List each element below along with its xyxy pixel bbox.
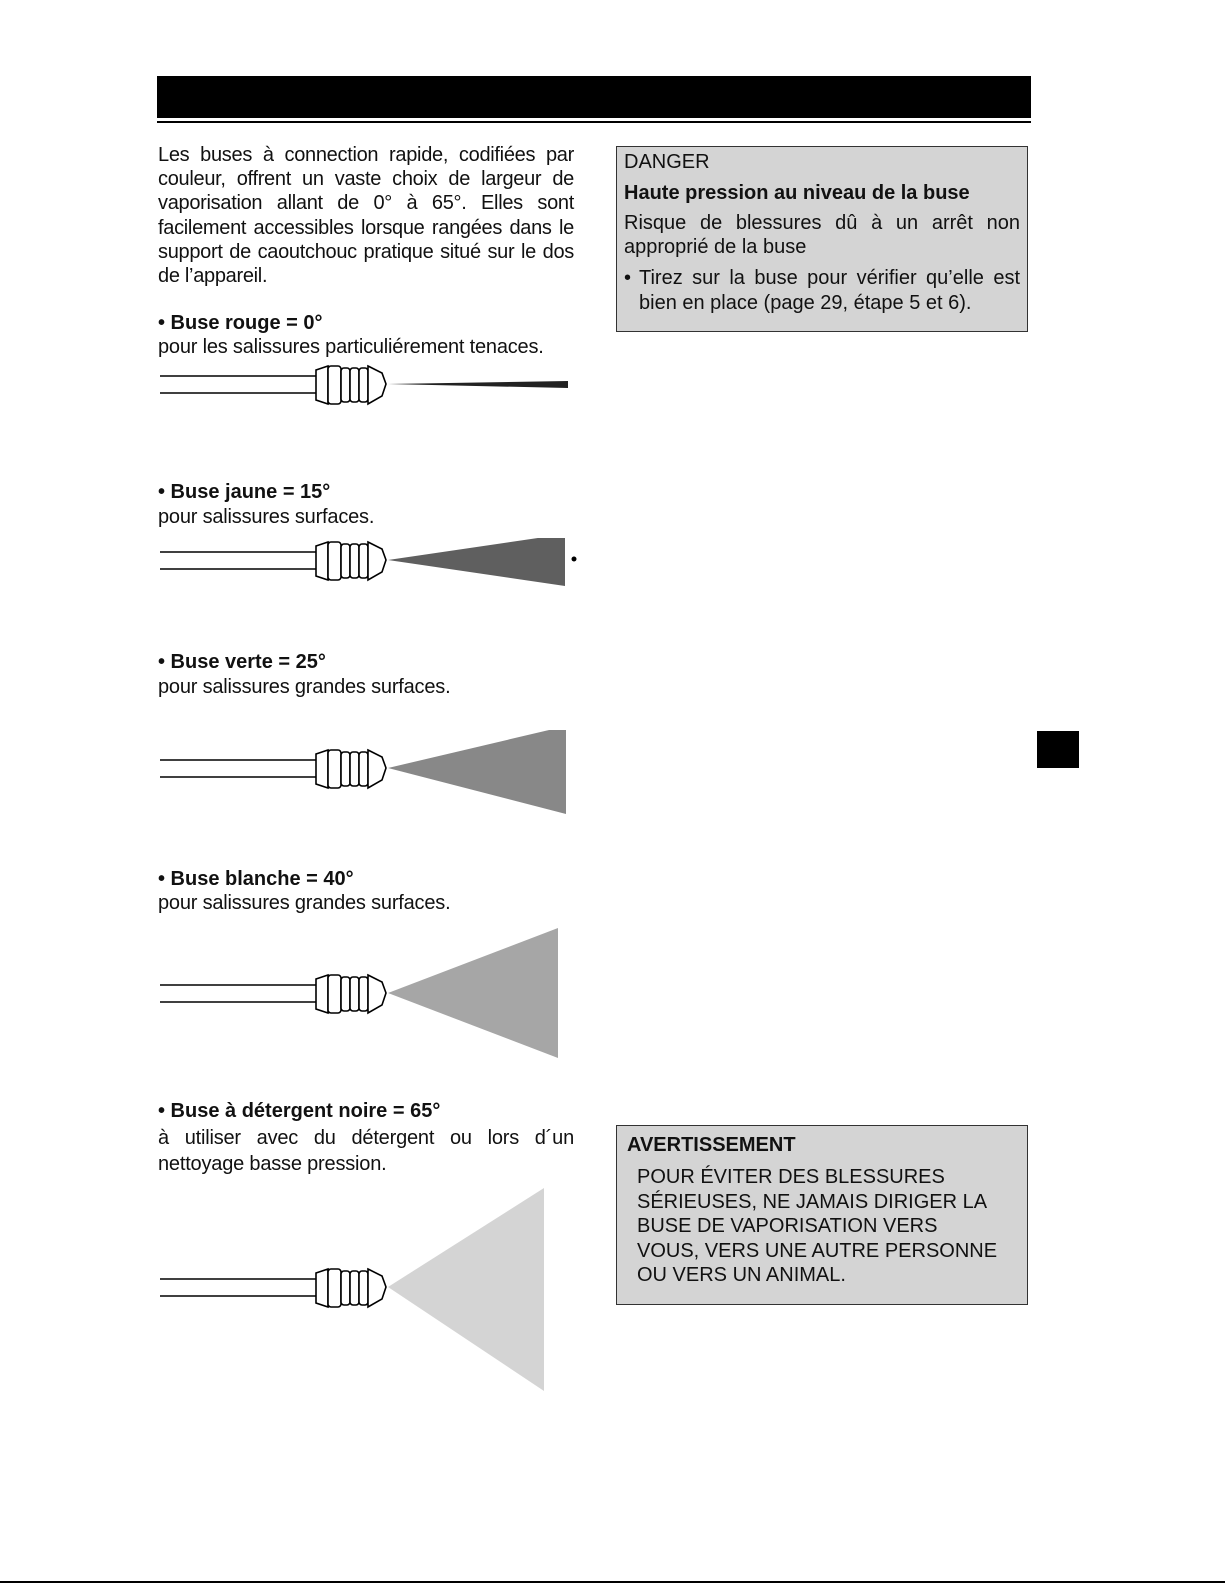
nozzle-white-illustration — [150, 928, 590, 1063]
danger-risk: Risque de blessures dû à un arrêt non approprié de la buse — [624, 212, 1020, 258]
warning-line: VOUS, VERS UNE AUTRE PERSONNE — [637, 1239, 998, 1262]
spray-65deg — [388, 1188, 544, 1391]
warning-box — [616, 1125, 1028, 1305]
nozzle-black-title: • Buse à détergent noire = 65° — [158, 1100, 441, 1122]
intro-paragraph: Les buses à connection rapide, codifiées par couleur, offrent un vaste choix de largeur de vaporisation allant de 0° à 65°. Elles sont facilement accessibles lorsque rangées dans le support de caoutchouc pratique situé sur le dos de l’appareil. — [158, 144, 574, 288]
bullet-icon: • — [624, 267, 632, 289]
nozzle-yellow-illustration — [150, 538, 590, 598]
header-bar — [157, 76, 1031, 118]
nozzle-yellow-desc: pour salissures surfaces. — [158, 506, 375, 528]
warning-line: SÉRIEUSES, NE JAMAIS DIRIGER LA — [637, 1190, 988, 1213]
nozzle-white-title: • Buse blanche = 40° — [158, 868, 354, 890]
nozzle-red-illustration — [150, 362, 590, 412]
nozzle-lance-icon — [160, 542, 386, 580]
danger-title: DANGER — [624, 151, 710, 173]
nozzle-black-desc: à utiliser avec du détergent ou lors d´un nettoyage basse pression. — [158, 1127, 574, 1175]
warning-line: BUSE DE VAPORISATION VERS — [637, 1215, 938, 1238]
nozzle-lance-icon — [160, 366, 386, 404]
nozzle-white-desc: pour salissures grandes surfaces. — [158, 892, 451, 914]
spray-15deg — [388, 538, 565, 586]
nozzle-yellow-title: • Buse jaune = 15° — [158, 481, 331, 503]
spray-25deg — [388, 730, 566, 814]
nozzle-green-title: • Buse verte = 25° — [158, 651, 326, 673]
danger-bullet-text: Tirez sur la buse pour vérifier qu’elle est bien en place (page 29, étape 5 et 6). — [639, 267, 1020, 314]
nozzle-black-illustration — [150, 1185, 590, 1395]
warning-text — [627, 1165, 1017, 1288]
nozzle-red-title: • Buse rouge = 0° — [158, 312, 323, 334]
bottom-rule — [0, 1581, 1225, 1583]
nozzle-green-illustration — [150, 730, 590, 820]
section-tab-marker — [1037, 731, 1079, 768]
nozzle-red-desc: pour les salissures particuliérement tenaces. — [158, 336, 544, 358]
danger-box — [616, 146, 1028, 332]
warning-title: AVERTISSEMENT — [627, 1134, 796, 1156]
warning-line: POUR ÉVITER DES BLESSURES — [637, 1166, 945, 1188]
nozzle-lance-icon — [160, 750, 386, 788]
nozzle-green-desc: pour salissures grandes surfaces. — [158, 676, 451, 698]
spray-0deg — [388, 381, 568, 388]
danger-bullet — [624, 266, 1020, 316]
spray-40deg — [388, 928, 558, 1058]
warning-line: OU VERS UN ANIMAL. — [637, 1264, 846, 1287]
header-rule — [157, 121, 1031, 123]
nozzle-lance-icon — [160, 1269, 386, 1307]
danger-subtitle: Haute pression au niveau de la buse — [624, 182, 970, 204]
nozzle-lance-icon — [160, 975, 386, 1013]
